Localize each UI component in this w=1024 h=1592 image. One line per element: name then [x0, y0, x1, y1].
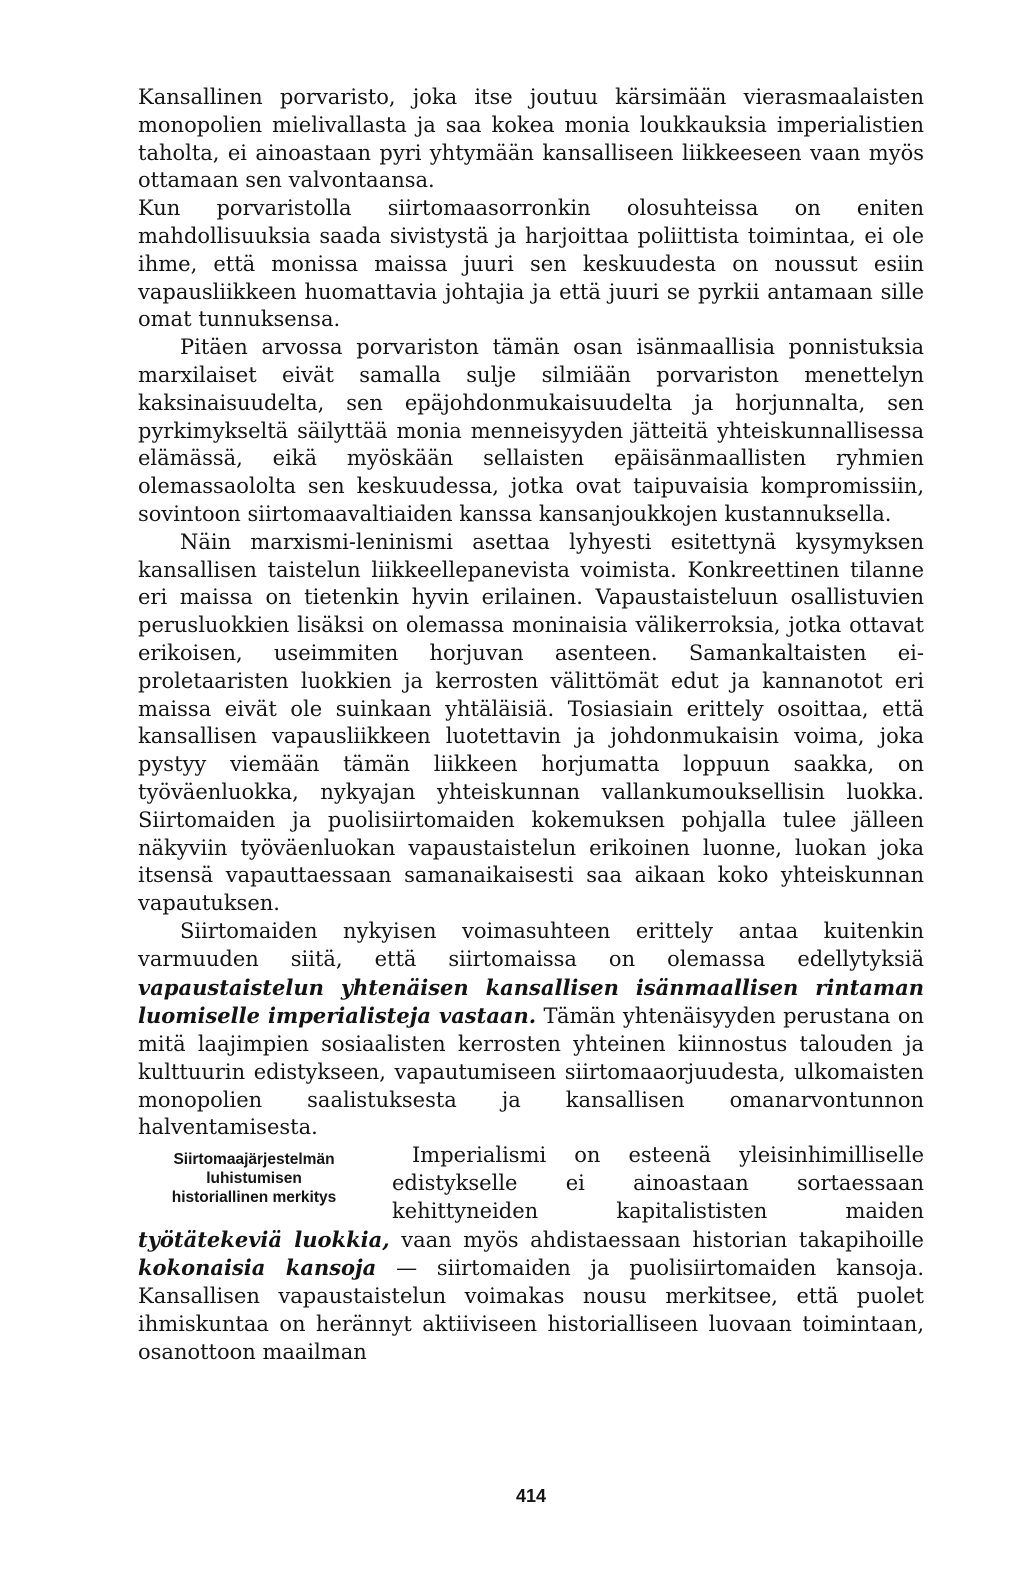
paragraph-5-emphasis: vapaustaistelun yhtenäisen kansallisen isänmaallisen rintaman luomiselle imperialisteja vastaan. [138, 974, 924, 1029]
margin-heading-line-1: Siirtomaajärjestelmän [173, 1151, 335, 1169]
paragraph-5-start: Siirtomaiden nykyisen voimasuhteen erittely antaa kuitenkin varmuuden siitä, että siirtomaissa on olemassa edellytyksiä [138, 918, 924, 971]
page-number: 414 [515, 1486, 547, 1506]
margin-heading-line-2: luhistumisen [206, 1170, 302, 1188]
paragraph-6-start: Imperialismi on esteenä yleisinhimilliselle edistykselle ei ainoastaan sortaessaan kehittyneiden kapitalististen maiden [392, 1143, 924, 1223]
page-body [138, 84, 924, 1544]
margin-heading [138, 1150, 370, 1207]
paragraph-6-end: — siirtomaiden ja puolisiirtomaiden kansoja. Kansallisen vapaustaistelun voimakas nousu merkitsee, että puolet ihmiskuntaa on herännyt aktiiviseen historialliseen luovaan toimintaan, osanottoon maailman [138, 1256, 924, 1364]
margin-heading-line-3: historiallinen merkitys [171, 1189, 337, 1207]
paragraph-2: Kun porvaristolla siirtomaasorronkin olosuhteissa on eniten mahdollisuuksia saada sivistystä ja harjoittaa poliittista toimintaa, ei ole ihme, että monissa maissa juuri sen keskuudesta on noussut esiin vapausliikkeen huomattavia johtajia ja että juuri se pyrkii antamaan sille omat tunnuksensa. [138, 196, 924, 332]
paragraph-6-emphasis-2: kokonaisia kansoja [138, 1255, 377, 1281]
paragraph-6-middle: vaan myös ahdistaessaan historian takapihoille [389, 1227, 924, 1252]
section-block [138, 1142, 924, 1366]
paragraph-6-emphasis-1: työtätekeviä luokkia, [138, 1226, 390, 1252]
paragraph-5-end: Tämän yhtenäisyyden perustana on mitä laajimpien sosiaalisten kerrosten yhteinen kiinnostus talouden ja kulttuurin edistykseen, vapautumiseen siirtomaaorjuudesta, ulkomaisten monopolien saalistuksesta ja kansallisen omanarvontunnon halventamisesta. [138, 1004, 924, 1140]
paragraph-4: Näin marxismi-leninismi asettaa lyhyesti esitettynä kysymyksen kansallisen taistelun liikkeellepanevista voimista. Konkreettinen tilanne eri maissa on tietenkin hyvin erilainen. Vapaustaisteluun osallistuvien perusluokkien lisäksi on olemassa moninaisia välikerroksia, jotka ottavat erikoisen, useimmiten horjuvan asenteen. Samankaltaisten ei-proletaaristen luokkien ja kerrosten välittömät edut ja kannanotot eri maissa eivät ole suinkaan yhtäläisiä. Tosiasiain erittely osoittaa, että kansallisen vapausliikkeen luotettavin ja johdonmukaisin voima, joka pystyy viemään tämän liikkeen horjumatta loppuun saakka, on työväenluokka, nykyajan yhteiskunnan vallankumouksellisin luokka. Siirtomaiden ja puolisiirtomaiden kokemuksen pohjalla tulee jälleen näkyviin työväenluokan vapaustaistelun erikoinen luonne, luokan joka itsensä vapauttaessaan samanaikaisesti saa aikaan koko yhteiskunnan vapautuksen. [138, 529, 924, 916]
paragraph-3: Pitäen arvossa porvariston tämän osan isänmaallisia ponnistuksia marxilaiset eivät samalla sulje silmiään porvariston menettelyn kaksinaisuudelta, sen epäjohdonmukaisuudelta ja horjunnalta, sen pyrkimykseltä säilyttää monia menneisyyden jätteitä yhteiskunnallisessa elämässä, eikä myöskään sellaisten epäisänmaallisten ryhmien olemassaololta sen keskuudessa, jotka ovat taipuvaisia kompromissiin, sovintoon siirtomaavaltiaiden kanssa kansanjoukkojen kustannuksella. [138, 335, 924, 526]
paragraph-5 [138, 918, 924, 1142]
paragraph-1: Kansallinen porvaristo, joka itse joutuu kärsimään vierasmaalaisten monopolien mielivallasta ja saa kokea monia loukkauksia imperialistien taholta, ei ainoastaan pyri yhtymään kansalliseen liikkeeseen vaan myös ottamaan sen valvontaansa. [138, 85, 924, 193]
